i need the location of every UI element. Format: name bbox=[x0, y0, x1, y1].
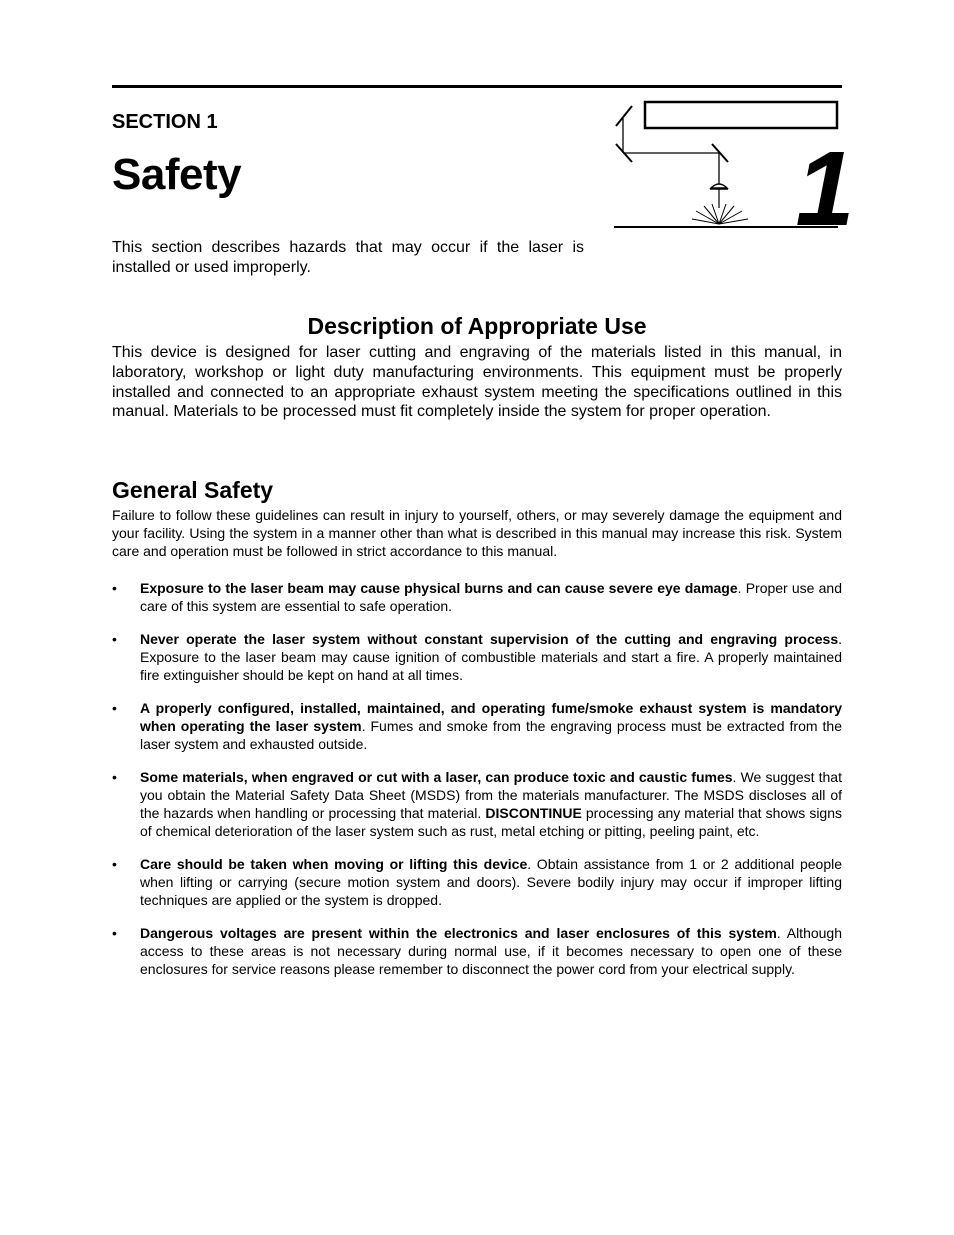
list-item: • Never operate the laser system without constant supervision of the cutting and engraving process. Exposure to the laser beam may cause ignition of combustible materials and start a fire. A properly maintained fire extinguisher should be kept on hand at all times. bbox=[112, 631, 842, 683]
list-item: • Exposure to the laser beam may cause physical burns and can cause severe eye damage. Proper use and care of this system are essential to safe operation. bbox=[112, 580, 842, 614]
safety-bullet-list bbox=[112, 579, 842, 993]
top-rule bbox=[112, 85, 842, 88]
bullet-icon: • bbox=[112, 700, 117, 716]
list-item: • Dangerous voltages are present within the electronics and laser enclosures of this system. Although access to these areas is not necessary during normal use, if it becomes necessary to open one of these enclosures for service reasons please remember to disconnect the power cord from your electrical supply. bbox=[112, 925, 843, 977]
chapter-title: Safety bbox=[112, 150, 242, 199]
bullet-icon: • bbox=[112, 769, 117, 785]
laser-chapter-icon bbox=[612, 98, 855, 248]
list-item: • Some materials, when engraved or cut with a laser, can produce toxic and caustic fumes. We suggest that you obtain the Material Safety Data Sheet (MSDS) from the materials manufacturer. The MSDS discloses all of the hazards when handling or processing that material. DISCONTINUE processing any material that shows signs of chemical deterioration of the laser system such as rust, metal etching or pitting, peeling paint, etc. bbox=[112, 769, 842, 839]
list-item: • Care should be taken when moving or lifting this device. Obtain assistance from 1 or 2 additional people when lifting or carrying (secure motion system and doors). Severe bodily injury may occur if improper lifting techniques are applied or the system is dropped. bbox=[112, 856, 843, 908]
general-safety-heading: General Safety bbox=[112, 477, 274, 503]
intro-paragraph: This section describes hazards that may occur if the laser is installed or used improperly. bbox=[112, 239, 584, 276]
list-item: • A properly configured, installed, maintained, and operating fume/smoke exhaust system is mandatory when operating the laser system. Fumes and smoke from the engraving process must be extracted from the laser system and exhausted outside. bbox=[112, 700, 843, 752]
general-safety-paragraph: Failure to follow these guidelines can result in injury to yourself, others, or may severely damage the equipment and your facility. Using the system in a manner other than what is described in this manual may increase this risk. System care and operation must be followed in strict accordance to this manual. bbox=[112, 507, 842, 559]
bullet-icon: • bbox=[112, 631, 117, 647]
appropriate-use-paragraph: This device is designed for laser cutting and engraving of the materials listed in this manual, in laboratory, workshop or light duty manufacturing environments. This equipment must be properly installed and connected to an appropriate exhaust system meeting the specifications outlined in this manual. Materials to be processed must fit completely inside the system for proper operation. bbox=[112, 344, 842, 421]
section-label: SECTION 1 bbox=[112, 111, 218, 133]
bullet-icon: • bbox=[112, 580, 117, 596]
bullet-icon: • bbox=[112, 925, 117, 941]
appropriate-use-heading: Description of Appropriate Use bbox=[307, 313, 647, 339]
chapter-number: 1 bbox=[795, 130, 855, 248]
bullet-icon: • bbox=[112, 856, 117, 872]
